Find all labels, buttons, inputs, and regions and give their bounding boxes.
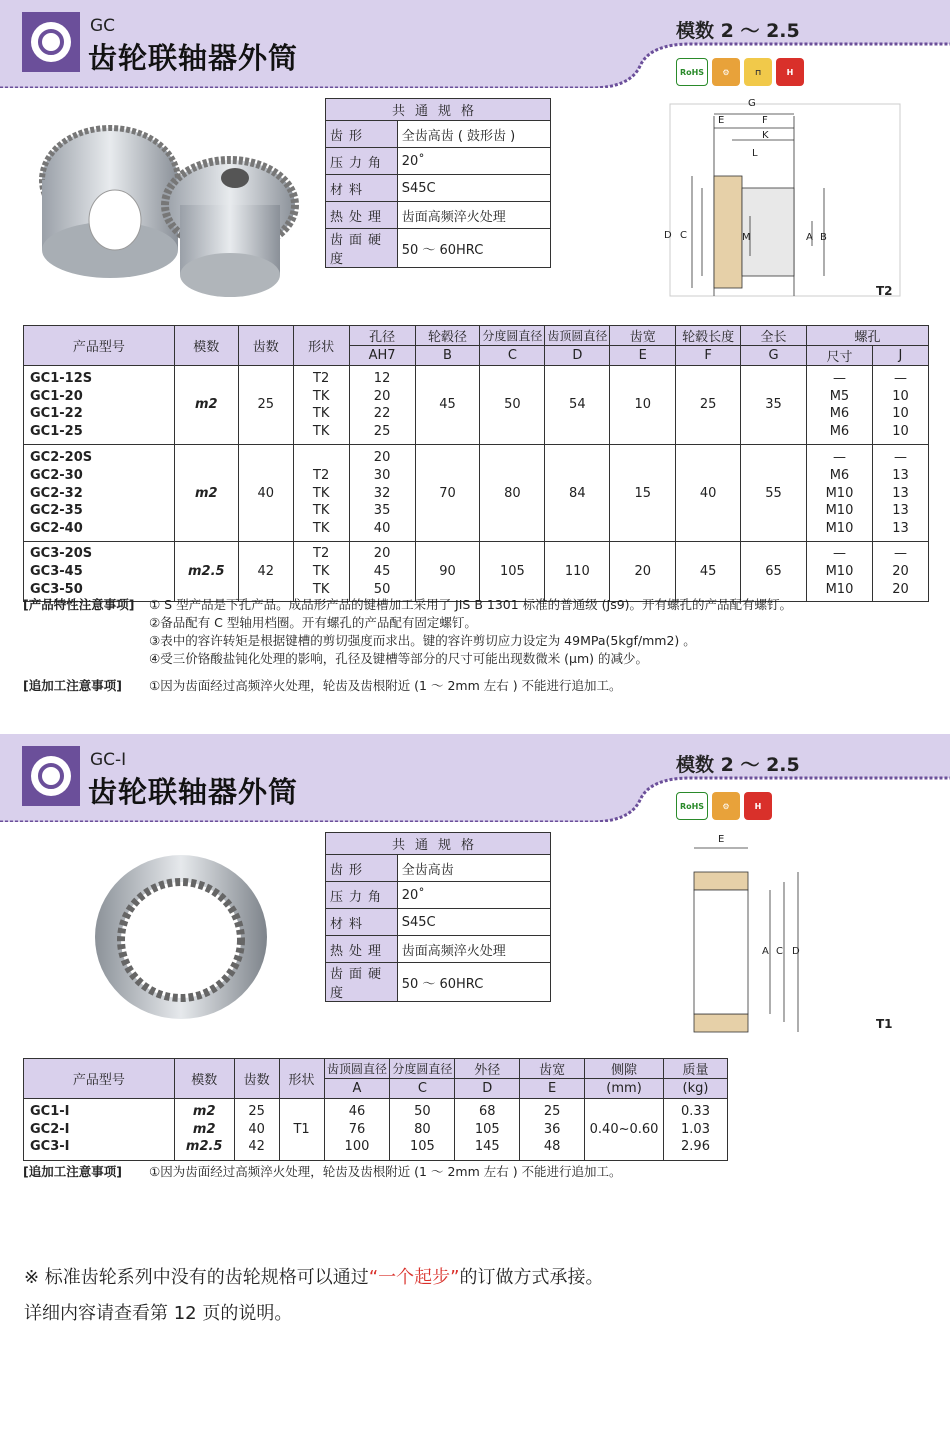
col-hub: 轮毂径 xyxy=(415,326,480,346)
badge-row xyxy=(676,792,772,820)
rohs-badge-icon: RoHS xyxy=(676,58,708,86)
screw-size-cell xyxy=(807,445,873,542)
teeth-cell xyxy=(234,1099,279,1161)
model-id: GC2-35 xyxy=(30,503,83,519)
screw-size: M6 xyxy=(829,423,850,439)
col-shape: 形状 xyxy=(293,326,349,366)
spec-key: 齿形 xyxy=(326,121,398,148)
width-cell: 20 xyxy=(610,542,676,602)
internal-gear-photo xyxy=(86,842,276,1022)
footer-text: ※ 标准齿轮系列中没有的齿轮规格可以通过 xyxy=(24,1267,369,1288)
shape-value: TK xyxy=(312,388,330,404)
col-total-sub: G xyxy=(741,346,807,366)
screw-badge-icon: ⊓ xyxy=(744,58,772,86)
screw-j: — xyxy=(893,371,907,386)
col-bore: 孔径 xyxy=(349,326,415,346)
module-range: 模数 2 ～ 2.5 xyxy=(676,754,800,776)
spec-key: 热处理 xyxy=(326,936,398,963)
col-module: 模数 xyxy=(174,326,238,366)
notes-label: [产品特性注意事项] xyxy=(23,597,135,612)
screw-j: 10 xyxy=(892,406,909,422)
col-outer: 外径 xyxy=(455,1059,520,1079)
screw-size: M10 xyxy=(825,503,854,519)
col-backlash-unit: (mm) xyxy=(585,1079,664,1099)
model-cell xyxy=(24,542,175,602)
dim-label-e: E xyxy=(718,834,725,845)
spec-value: S45C xyxy=(397,909,550,936)
footer-highlight: “一个起步” xyxy=(368,1267,460,1288)
dim-label-d: D xyxy=(792,946,800,957)
product-title: 齿轮联轴器外筒 xyxy=(88,41,299,75)
col-total: 全长 xyxy=(741,326,807,346)
col-pitch: 分度圆直径 xyxy=(480,326,545,346)
width-cell: 15 xyxy=(610,445,676,542)
col-model: 产品型号 xyxy=(24,326,175,366)
table-row-group xyxy=(24,542,929,602)
bore-cell xyxy=(349,542,415,602)
col-screw-j: J xyxy=(872,346,928,366)
col-teeth: 齿数 xyxy=(238,326,293,366)
spec-value: 50 ～ 60HRC xyxy=(397,963,550,1002)
hardened-badge-icon: H xyxy=(776,58,804,86)
dim-label-g: G xyxy=(748,98,756,109)
spec-value: 齿面高频淬火处理 xyxy=(397,936,550,963)
tip-cell: 84 xyxy=(545,445,610,542)
teeth-cell: 42 xyxy=(238,542,293,602)
spec-key: 齿形 xyxy=(326,855,398,882)
col-module: 模数 xyxy=(174,1059,234,1099)
screw-size: M10 xyxy=(825,485,854,501)
shape-cell xyxy=(293,445,349,542)
screw-size: M6 xyxy=(829,406,850,422)
model-id: GC1-25 xyxy=(30,423,83,439)
screw-size: — xyxy=(832,546,846,562)
shape-cell: T1 xyxy=(279,1099,324,1161)
hardened-badge-icon: H xyxy=(744,792,772,820)
teeth-value: 25 xyxy=(248,1104,265,1119)
model-id: GC3-I xyxy=(30,1139,70,1155)
bore-value: 35 xyxy=(373,503,391,519)
bore-value: 45 xyxy=(373,563,391,579)
screw-j: 13 xyxy=(892,503,909,519)
hublen-cell: 25 xyxy=(676,366,741,445)
module-cell: m2 xyxy=(174,445,238,542)
pitch-value: 50 xyxy=(414,1104,431,1119)
shape-value: TK xyxy=(312,503,330,519)
col-backlash: 侧隙 xyxy=(585,1059,664,1079)
screw-j: 13 xyxy=(892,520,909,536)
teeth-value: 42 xyxy=(248,1139,265,1155)
footer-line-1 xyxy=(24,1263,603,1289)
model-id: GC1-22 xyxy=(30,406,83,422)
col-mass: 质量 xyxy=(664,1059,728,1079)
shape-value: TK xyxy=(312,563,330,579)
shape-value: TK xyxy=(312,423,330,439)
col-model: 产品型号 xyxy=(24,1059,175,1099)
model-id: GC1-I xyxy=(30,1104,70,1119)
note-item: ④受三价铬酸盐钝化处理的影响，孔径及键槽等部分的尺寸可能出现数微米 (μm) 的减少。 xyxy=(149,651,649,666)
tip-cell xyxy=(324,1099,390,1161)
spec-value: 50 ～ 60HRC xyxy=(397,229,550,268)
dim-label-a: A xyxy=(806,232,813,243)
notes-label: [追加工注意事项] xyxy=(23,1164,122,1179)
keyway-badge-icon: ⚙ xyxy=(712,58,740,86)
mass-cell xyxy=(664,1099,728,1161)
bore-value: 20 xyxy=(373,546,391,562)
screw-j: — xyxy=(893,450,907,466)
note-item: ③表中的容许转矩是根据键槽的剪切强度而求出。键的容许剪切应力设定为 49MPa(5kgf/mm2) 。 xyxy=(149,633,696,648)
model-id: GC2-20S xyxy=(30,450,93,466)
hub-cell: 70 xyxy=(415,445,480,542)
gear-coupling-photo xyxy=(30,110,310,310)
note-item: ①因为齿面经过高频淬火处理，轮齿及齿根附近 (1 ～ 2mm 左右 ) 不能进行追加工。 xyxy=(149,1164,622,1179)
model-id: GC2-40 xyxy=(30,520,83,536)
spec-value: 齿面高频淬火处理 xyxy=(397,202,550,229)
spec-value: 20˚ xyxy=(397,882,550,909)
pitch-cell: 50 xyxy=(480,366,545,445)
mass-value: 0.33 xyxy=(681,1104,710,1119)
col-screw: 螺孔 xyxy=(807,326,929,346)
spec-value: 20˚ xyxy=(397,148,550,175)
product-title: 齿轮联轴器外筒 xyxy=(88,775,299,809)
footer-text: 的订做方式承接。 xyxy=(459,1267,604,1288)
hublen-cell: 45 xyxy=(676,542,741,602)
dim-label-l: L xyxy=(752,148,758,159)
processing-notes xyxy=(23,1163,933,1181)
screw-j: 20 xyxy=(892,581,909,597)
spec-key: 齿面硬度 xyxy=(326,963,398,1002)
bore-value: 30 xyxy=(373,467,391,483)
screw-j-cell xyxy=(872,366,928,445)
badge-row xyxy=(676,58,804,86)
spec-key: 热处理 xyxy=(326,202,398,229)
t2-dimension-diagram xyxy=(662,96,912,306)
screw-j-cell xyxy=(872,542,928,602)
col-tip-sub: A xyxy=(324,1079,390,1099)
shape-cell xyxy=(293,366,349,445)
footer-line-2: 详细内容请查看第 12 页的说明。 xyxy=(24,1303,293,1324)
dim-label-b: B xyxy=(820,232,827,243)
product-notes xyxy=(23,596,933,695)
bore-value: 32 xyxy=(373,485,391,501)
col-tip: 齿顶圆直径 xyxy=(324,1059,390,1079)
col-hublen: 轮毂长度 xyxy=(676,326,741,346)
screw-j: — xyxy=(893,546,907,562)
section2-header xyxy=(0,734,950,822)
col-shape: 形状 xyxy=(279,1059,324,1099)
common-spec-table xyxy=(325,98,551,268)
spec-value: S45C xyxy=(397,175,550,202)
note-item: ①因为齿面经过高频淬火处理，轮齿及齿根附近 (1 ～ 2mm 左右 ) 不能进行追加工。 xyxy=(149,678,622,693)
col-pitch-sub: C xyxy=(480,346,545,366)
width-cell: 10 xyxy=(610,366,676,445)
section-icon xyxy=(22,12,80,72)
dim-label-c: C xyxy=(776,946,783,957)
bore-cell xyxy=(349,445,415,542)
model-id: GC3-50 xyxy=(30,581,83,597)
col-width: 齿宽 xyxy=(610,326,676,346)
model-id: GC2-I xyxy=(30,1121,70,1137)
col-tip: 齿顶圆直径 xyxy=(545,326,610,346)
model-cell xyxy=(24,1099,175,1161)
table-row-group xyxy=(24,445,929,542)
product-code: GC-I xyxy=(90,750,127,770)
col-screw-size: 尺寸 xyxy=(807,346,873,366)
shape-value: T2 xyxy=(313,467,330,483)
bore-value: 12 xyxy=(373,371,391,386)
spec-header: 共通规格 xyxy=(326,833,551,855)
width-value: 36 xyxy=(543,1121,561,1137)
col-width-sub: E xyxy=(610,346,676,366)
screw-j: 10 xyxy=(892,423,909,439)
teeth-cell: 25 xyxy=(238,366,293,445)
screw-size: M6 xyxy=(829,467,850,483)
pitch-value: 105 xyxy=(409,1139,435,1155)
outer-cell xyxy=(455,1099,520,1161)
tip-cell: 54 xyxy=(545,366,610,445)
outer-value: 145 xyxy=(474,1139,500,1155)
spec-key: 齿面硬度 xyxy=(326,229,398,268)
teeth-value: 40 xyxy=(248,1121,265,1137)
outer-value: 105 xyxy=(474,1121,500,1137)
width-value: 48 xyxy=(543,1139,561,1155)
total-cell: 55 xyxy=(741,445,807,542)
pitch-cell: 105 xyxy=(480,542,545,602)
total-cell: 65 xyxy=(741,542,807,602)
col-pitch: 分度圆直径 xyxy=(390,1059,455,1079)
spec-value: 全齿高齿 ( 鼓形齿 ) xyxy=(397,121,550,148)
screw-size-cell xyxy=(807,542,873,602)
module-cell: m2 xyxy=(174,366,238,445)
module-value: m2.5 xyxy=(185,1139,223,1155)
notes-label: [追加工注意事项] xyxy=(23,678,122,693)
gc-i-product-table xyxy=(23,1058,728,1161)
screw-size-cell xyxy=(807,366,873,445)
spec-key: 材料 xyxy=(326,175,398,202)
col-width: 齿宽 xyxy=(520,1059,585,1079)
dim-label-f: F xyxy=(762,115,768,126)
module-value: m2 xyxy=(192,1104,216,1119)
section1-header xyxy=(0,0,950,88)
screw-j: 13 xyxy=(892,485,909,501)
screw-size: M10 xyxy=(825,563,854,579)
model-id: GC3-45 xyxy=(30,563,83,579)
width-value: 25 xyxy=(543,1104,561,1119)
product-code: GC xyxy=(90,16,116,36)
rohs-badge-icon: RoHS xyxy=(676,792,708,820)
spec-header: 共通规格 xyxy=(326,99,551,121)
diagram-type-label: T2 xyxy=(876,284,893,298)
screw-size: M10 xyxy=(825,520,854,536)
dim-label-d: D xyxy=(664,230,672,241)
hub-cell: 90 xyxy=(415,542,480,602)
spec-key: 压力角 xyxy=(326,148,398,175)
gc-product-table xyxy=(23,325,929,602)
tip-value: 76 xyxy=(348,1121,366,1137)
mass-value: 2.96 xyxy=(681,1139,710,1155)
dim-label-m: M xyxy=(742,232,751,243)
model-cell xyxy=(24,366,175,445)
module-cell xyxy=(174,1099,234,1161)
screw-j: 10 xyxy=(892,388,909,404)
spec-key: 压力角 xyxy=(326,882,398,909)
col-bore-sub: AH7 xyxy=(349,346,415,366)
table-row-group xyxy=(24,366,929,445)
note-item: ②备品配有 C 型轴用档圈。开有螺孔的产品配有固定螺钉。 xyxy=(149,615,477,630)
bore-value: 25 xyxy=(373,423,391,439)
common-spec-table xyxy=(325,832,551,1002)
dim-label-k: K xyxy=(762,130,769,141)
shape-value: T2 xyxy=(313,546,330,562)
pitch-cell: 80 xyxy=(480,445,545,542)
bore-value: 20 xyxy=(373,388,391,404)
screw-j-cell xyxy=(872,445,928,542)
col-width-sub: E xyxy=(520,1079,585,1099)
screw-size: M5 xyxy=(829,388,850,404)
outer-value: 68 xyxy=(478,1104,496,1119)
model-id: GC1-12S xyxy=(30,371,93,386)
teeth-cell: 40 xyxy=(238,445,293,542)
module-value: m2 xyxy=(192,1121,216,1137)
diagram-type-label: T1 xyxy=(876,1017,893,1031)
col-pitch-sub: C xyxy=(390,1079,455,1099)
section-icon xyxy=(22,746,80,806)
bore-value: 20 xyxy=(373,450,391,466)
shape-cell xyxy=(293,542,349,602)
t1-dimension-diagram xyxy=(680,834,820,1040)
mass-value: 1.03 xyxy=(681,1121,710,1137)
module-cell: m2.5 xyxy=(174,542,238,602)
screw-size: — xyxy=(832,371,846,386)
total-cell: 35 xyxy=(741,366,807,445)
shape-value: TK xyxy=(312,406,330,422)
col-hub-sub: B xyxy=(415,346,480,366)
note-item: ① S 型产品是下孔产品。成品形产品的键槽加工采用了 JIS B 1301 标准的普通级 (Js9)。开有螺孔的产品配有螺钉。 xyxy=(149,597,793,612)
table-row-group xyxy=(24,1099,728,1161)
shape-value: TK xyxy=(312,520,330,536)
shape-value: TK xyxy=(312,581,330,597)
model-cell xyxy=(24,445,175,542)
screw-j: 13 xyxy=(892,467,909,483)
dim-label-e: E xyxy=(718,115,725,126)
dim-label-a: A xyxy=(762,946,769,957)
tip-value: 46 xyxy=(348,1104,366,1119)
screw-j: 20 xyxy=(892,563,909,579)
pitch-value: 80 xyxy=(414,1121,431,1137)
spec-value: 全齿高齿 xyxy=(397,855,550,882)
bore-value: 40 xyxy=(373,520,391,536)
keyway-badge-icon: ⚙ xyxy=(712,792,740,820)
col-tip-sub: D xyxy=(545,346,610,366)
model-id: GC3-20S xyxy=(30,546,93,562)
col-mass-unit: (kg) xyxy=(664,1079,728,1099)
tip-cell: 110 xyxy=(545,542,610,602)
module-range: 模数 2 ～ 2.5 xyxy=(676,20,800,42)
shape-value: TK xyxy=(312,485,330,501)
hublen-cell: 40 xyxy=(676,445,741,542)
shape-value xyxy=(294,449,349,467)
tip-value: 100 xyxy=(344,1139,370,1155)
pitch-cell xyxy=(390,1099,455,1161)
spec-key: 材料 xyxy=(326,909,398,936)
screw-size: — xyxy=(832,450,846,466)
bore-cell xyxy=(349,366,415,445)
col-outer-sub: D xyxy=(455,1079,520,1099)
width-cell xyxy=(520,1099,585,1161)
backlash-cell: 0.40~0.60 xyxy=(585,1099,664,1161)
bore-value: 50 xyxy=(373,581,391,597)
screw-size: M10 xyxy=(825,581,854,597)
model-id: GC1-20 xyxy=(30,388,83,404)
model-id: GC2-30 xyxy=(30,467,83,483)
shape-value: T2 xyxy=(313,371,330,386)
model-id: GC2-32 xyxy=(30,485,83,501)
bore-value: 22 xyxy=(373,406,391,422)
dim-label-c: C xyxy=(680,230,687,241)
hub-cell: 45 xyxy=(415,366,480,445)
col-hublen-sub: F xyxy=(676,346,741,366)
col-teeth: 齿数 xyxy=(234,1059,279,1099)
